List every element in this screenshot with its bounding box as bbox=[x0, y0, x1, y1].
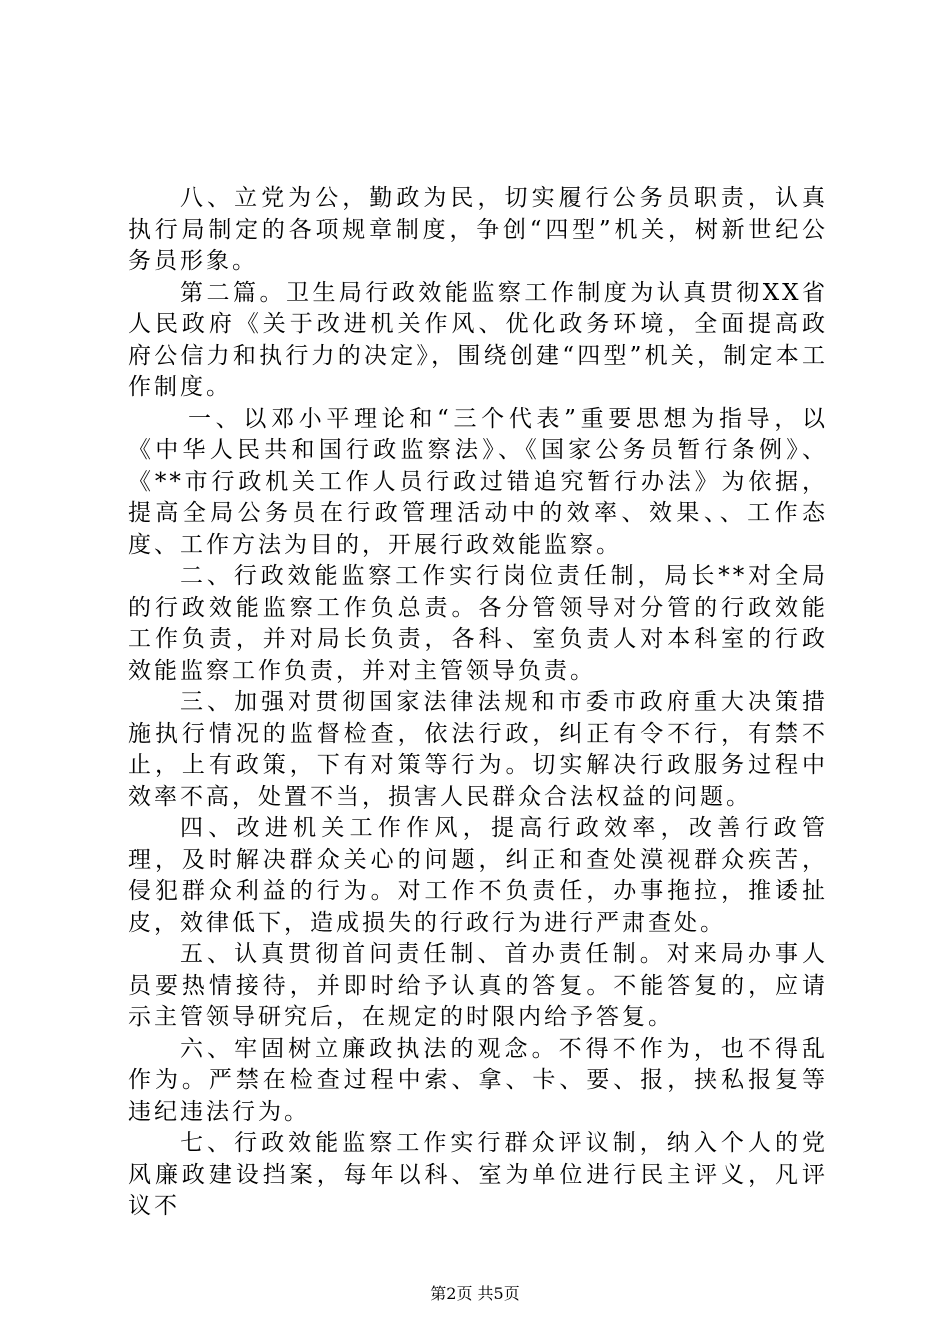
paragraph-8: 八、立党为公，勤政为民，切实履行公务员职责，认真执行局制定的各项规章制度，争创“四型”机关，树新世纪公务员形象。 bbox=[128, 185, 828, 274]
paragraph-1: 一、以邓小平理论和“三个代表”重要思想为指导，以《中华人民共和国行政监察法》、《国家公务员暂行条例》、《**市行政机关工作人员行政过错追究暂行办法》为依据，提高全局公务员在行政管理活动中的效率、效果、、工作态度、工作方法为目的，开展行政效能监察。 bbox=[128, 405, 828, 558]
document-body bbox=[128, 183, 828, 1223]
page-footer: 第2页 共5页 bbox=[430, 1284, 520, 1303]
paragraph-6: 六、牢固树立廉政执法的观念。不得不作为，也不得乱作为。严禁在检查过程中索、拿、卡、要、报，挟私报复等违纪违法行为。 bbox=[128, 1035, 828, 1125]
paragraph-5: 五、认真贯彻首问责任制、首办责任制。对来局办事人员要热情接待，并即时给予认真的答复。不能答复的，应请示主管领导研究后，在规定的时限内给予答复。 bbox=[128, 941, 828, 1030]
paragraph-4: 四、改进机关工作作风，提高行政效率，改善行政管理，及时解决群众关心的问题，纠正和查处漠视群众疾苦，侵犯群众利益的行为。对工作不负责任，办事拖拉，推诿扯皮，效律低下，造成损失的行政行为进行严肃查处。 bbox=[128, 815, 828, 936]
paragraph-section-two: 第二篇。卫生局行政效能监察工作制度为认真贯彻XX省人民政府《关于改进机关作风、优化政务环境，全面提高政府公信力和执行力的决定》，围绕创建“四型”机关，制定本工作制度。 bbox=[128, 279, 828, 400]
paragraph-7: 七、行政效能监察工作实行群众评议制，纳入个人的党风廉政建设挡案，每年以科、室为单位进行民主评义，凡评议不 bbox=[128, 1130, 828, 1219]
paragraph-3: 三、加强对贯彻国家法律法规和市委市政府重大决策措施执行情况的监督检查，依法行政，纠正有令不行，有禁不止，上有政策，下有对策等行为。切实解决行政服务过程中效率不高，处置不当，损害人民群众合法权益的问题。 bbox=[128, 689, 828, 810]
paragraph-2: 二、行政效能监察工作实行岗位责任制，局长**对全局的行政效能监察工作负总责。各分管领导对分管的行政效能工作负责，并对局长负责，各科、室负责人对本科室的行政效能监察工作负责，并对主管领导负责。 bbox=[128, 563, 828, 684]
